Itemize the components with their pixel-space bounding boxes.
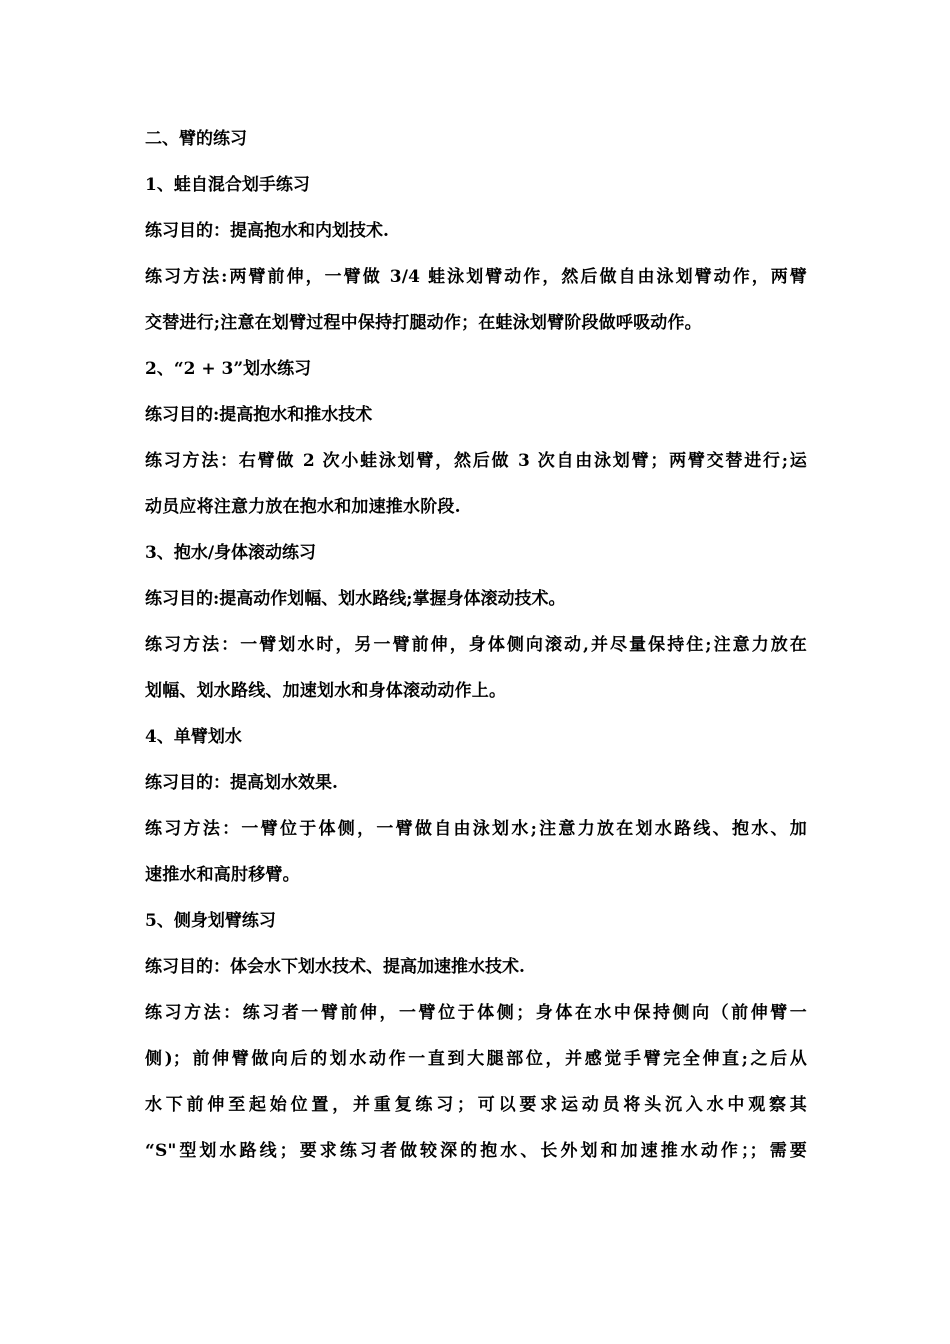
exercise-method: [145, 622, 807, 714]
method-line: 练习方法：一臂位于体侧，一臂做自由泳划水;注意力放在划水路线、抱水、加: [145, 819, 807, 839]
method-line: 划幅、划水路线、加速划水和身体滚动动作上。: [145, 681, 507, 701]
method-line: 速推水和高肘移臂。: [145, 865, 300, 885]
exercise-purpose: 练习目的:提高动作划幅、划水路线;掌握身体滚动技术。: [145, 589, 566, 609]
method-line: 动员应将注意力放在抱水和加速推水阶段.: [145, 497, 461, 517]
method-line: 侧)；前伸臂做向后的划水动作一直到大腿部位，并感觉手臂完全伸直;之后从: [145, 1049, 807, 1069]
method-line: 交替进行;注意在划臂过程中保持打腿动作；在蛙泳划臂阶段做呼吸动作。: [145, 313, 702, 333]
exercise-heading: 5、侧身划臂练习: [145, 911, 276, 931]
exercise-method: [145, 254, 807, 346]
method-line: “S"型划水路线；要求练习者做较深的抱水、长外划和加速推水动作；；需要: [145, 1141, 807, 1161]
method-line: 练习方法：右臂做 2 次小蛙泳划臂，然后做 3 次自由泳划臂；两臂交替进行;运: [145, 451, 807, 471]
exercise-2: [145, 354, 807, 530]
method-line: 练习方法:两臂前伸，一臂做 3/4 蛙泳划臂动作，然后做自由泳划臂动作，两臂: [145, 267, 807, 287]
exercise-3: [145, 538, 807, 714]
exercise-method: [145, 438, 807, 530]
document-body: [145, 124, 807, 1182]
method-line: 练习方法：一臂划水时，另一臂前伸，身体侧向滚动,并尽量保持住;注意力放在: [145, 635, 807, 655]
exercise-purpose: 练习目的:提高抱水和推水技术: [145, 405, 373, 425]
exercise-1: [145, 170, 807, 346]
exercise-5: [145, 906, 807, 1174]
exercise-4: [145, 722, 807, 898]
method-line: 水下前伸至起始位置，并重复练习；可以要求运动员将头沉入水中观察其: [145, 1095, 807, 1115]
exercise-heading: 1、蛙自混合划手练习: [145, 175, 310, 195]
exercise-purpose: 练习目的：提高划水效果.: [145, 773, 338, 793]
exercise-method: [145, 990, 807, 1174]
section-title: 二、臂的练习: [145, 129, 247, 149]
exercise-heading: 3、抱水/身体滚动练习: [145, 543, 317, 563]
exercise-method: [145, 806, 807, 898]
exercise-purpose: 练习目的：体会水下划水技术、提高加速推水技术.: [145, 957, 525, 977]
exercise-purpose: 练习目的：提高抱水和内划技术.: [145, 221, 389, 241]
exercise-heading: 4、单臂划水: [145, 727, 242, 747]
exercise-heading: 2、“2 + 3”划水练习: [145, 359, 312, 379]
method-line: 练习方法：练习者一臂前伸，一臂位于体侧；身体在水中保持侧向（前伸臂一: [145, 1003, 807, 1023]
